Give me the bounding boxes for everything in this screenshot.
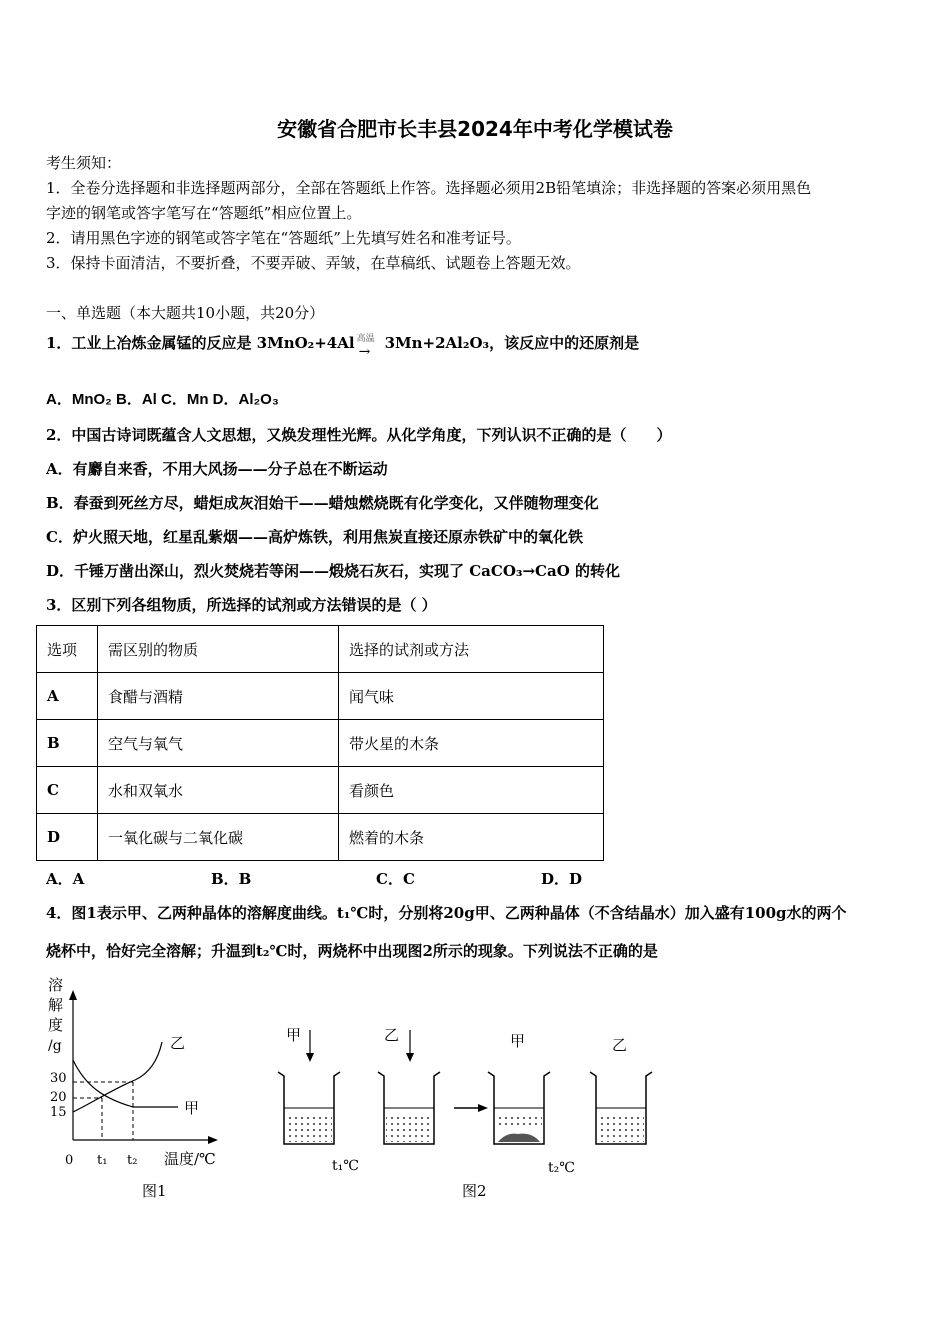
table-row: [37, 720, 604, 767]
table-cell: 看颜色: [339, 767, 604, 814]
question-3-option-c: C．C: [376, 870, 415, 888]
beaker-2-label: 乙: [384, 1026, 400, 1044]
table-cell: 空气与氧气: [98, 720, 339, 767]
reaction-condition: 高温: [356, 334, 375, 344]
question-1-stem: [46, 332, 640, 360]
notice-heading: 考生须知：: [46, 154, 122, 172]
page-title: 安徽省合肥市长丰县2024年中考化学模试卷: [277, 117, 673, 141]
right-arrow-icon: [478, 1104, 488, 1112]
notice-item-3: 3．保持卡面清洁，不要折叠，不要弄破、弄皱，在草稿纸、试题卷上答题无效。: [46, 254, 581, 272]
beaker-3-label: 甲: [510, 1032, 526, 1050]
table-cell: 食醋与酒精: [98, 673, 339, 720]
figure-1-caption: 图1: [142, 1182, 167, 1200]
table-header-cell: 选项: [37, 626, 98, 673]
y-label-3: 度: [48, 1016, 64, 1034]
notice-item-2: 2．请用黑色字迹的钢笔或答字笔在“答题纸”上先填写姓名和准考证号。: [46, 229, 521, 247]
curve-label-jia: 甲: [184, 1099, 200, 1117]
y-label-4: /g: [48, 1038, 62, 1054]
reaction-arrow: [355, 334, 385, 360]
q1-after: 3Mn+2Al₂O₃，该反应中的还原剂是: [384, 334, 640, 352]
y-label-1: 溶: [48, 976, 64, 994]
beaker-2-solution: [386, 1113, 432, 1142]
table-row: [37, 767, 604, 814]
curve-jia: [73, 1060, 178, 1107]
table-row: [37, 673, 604, 720]
table-row: [37, 814, 604, 861]
question-2-stem: 2．中国古诗词既蕴含人文思想，又焕发理性光辉。从化学角度，下列认识不正确的是（ ）: [46, 426, 672, 444]
beaker-1-label: 甲: [286, 1026, 302, 1044]
y-tick-15: 15: [50, 1105, 67, 1120]
beaker-3-precipitate: [498, 1134, 540, 1142]
question-3-stem: 3．区别下列各组物质，所选择的试剂或方法错误的是（ ）: [46, 596, 437, 614]
section-heading: 一、单选题（本大题共10小题，共20分）: [46, 304, 325, 322]
table-cell: 燃着的木条: [339, 814, 604, 861]
temp-label-t2: t₂℃: [548, 1160, 575, 1176]
down-arrow-icon: [406, 1053, 414, 1062]
down-arrow-icon: [306, 1053, 314, 1062]
question-3-option-d: D．D: [541, 870, 583, 888]
table-header-row: [37, 626, 604, 673]
curve-label-yi: 乙: [170, 1034, 186, 1052]
table-cell: C: [37, 767, 98, 814]
question-2-option-a: A．有麝自来香，不用大风扬——分子总在不断运动: [46, 460, 388, 478]
figure-2-beakers: [270, 1020, 670, 1205]
table-header-cell: 需区别的物质: [98, 626, 339, 673]
x-tick-0: 0: [65, 1153, 74, 1168]
y-axis-arrow-icon: [69, 990, 77, 1000]
x-tick-t1: t₁: [97, 1153, 108, 1168]
question-2-option-d: D．千锤万凿出深山，烈火焚烧若等闲——煅烧石灰石，实现了 CaCO₃→CaO 的转化: [46, 562, 620, 580]
q1-before: 1．工业上冶炼金属锰的反应是 3MnO₂+4Al: [46, 334, 355, 352]
beaker-4-label: 乙: [612, 1036, 628, 1054]
beaker-1-solution: [286, 1113, 332, 1142]
figure-2-caption: 图2: [462, 1182, 487, 1200]
table-cell: D: [37, 814, 98, 861]
arrow-icon: →: [358, 344, 371, 360]
y-tick-30: 30: [50, 1071, 67, 1086]
table-cell: B: [37, 720, 98, 767]
x-tick-t2: t₂: [127, 1153, 138, 1168]
beaker-3-solution: [496, 1113, 542, 1129]
notice-item-1: 1．全卷分选择题和非选择题两部分，全部在答题纸上作答。选择题必须用2B铅笔填涂；非选择题的答案必须用黑色: [46, 179, 812, 197]
question-2-option-b: B．春蚕到死丝方尽，蜡炬成灰泪始干——蜡烛燃烧既有化学变化，又伴随物理变化: [46, 494, 599, 512]
x-axis-label: 温度/℃: [164, 1150, 216, 1168]
x-axis-arrow-icon: [208, 1136, 218, 1144]
y-label-2: 解: [48, 996, 64, 1014]
question-3-option-b: B．B: [211, 870, 252, 888]
question-2-option-c: C．炉火照天地，红星乱紫烟——高炉炼铁，利用焦炭直接还原赤铁矿中的氧化铁: [46, 528, 583, 546]
table-cell: 一氧化碳与二氧化碳: [98, 814, 339, 861]
question-3-option-a: A．A: [46, 870, 85, 888]
table-header-cell: 选择的试剂或方法: [339, 626, 604, 673]
table-cell: 带火星的木条: [339, 720, 604, 767]
table-cell: A: [37, 673, 98, 720]
beaker-4-solution: [598, 1113, 644, 1142]
table-cell: 闻气味: [339, 673, 604, 720]
question-4-line-2: 烧杯中，恰好完全溶解；升温到t₂℃时，两烧杯中出现图2所示的现象。下列说法不正确的是: [46, 942, 658, 960]
table-cell: 水和双氧水: [98, 767, 339, 814]
temp-label-t1: t₁℃: [332, 1158, 359, 1174]
question-1-options: A．MnO₂ B．Al C．Mn D．Al₂O₃: [46, 391, 279, 408]
y-tick-20: 20: [50, 1090, 67, 1105]
question-3-table: [36, 625, 604, 861]
figure-1-solubility-chart: [40, 970, 240, 1205]
question-4-line-1: 4．图1表示甲、乙两种晶体的溶解度曲线。t₁℃时，分别将20g甲、乙两种晶体（不含结晶水）加入盛有100g水的两个: [46, 904, 847, 922]
notice-item-1-cont: 字迹的钢笔或答字笔写在“答题纸”相应位置上。: [46, 204, 362, 222]
